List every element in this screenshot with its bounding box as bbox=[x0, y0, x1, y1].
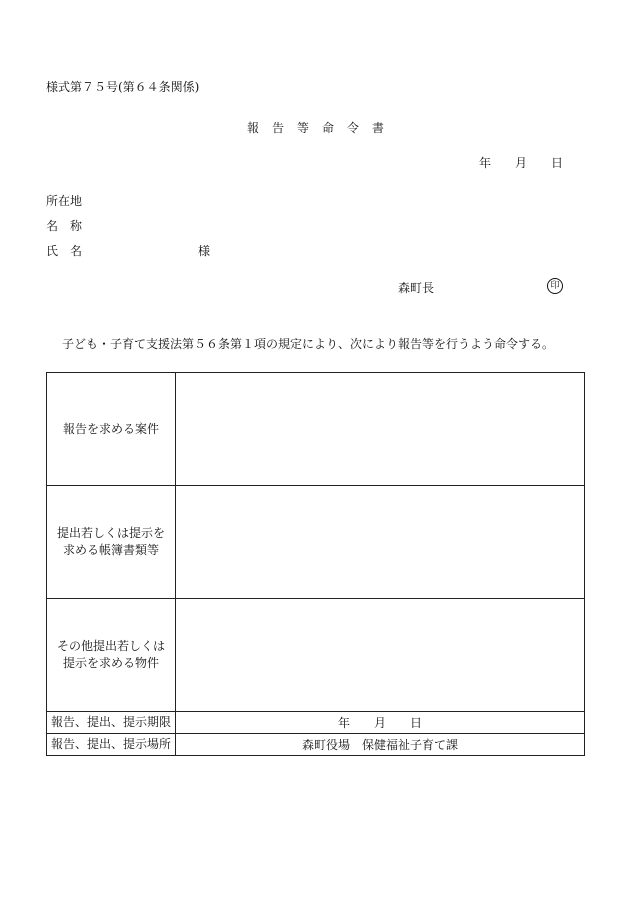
row-label-documents bbox=[47, 486, 176, 599]
row-value-other-items bbox=[176, 599, 585, 712]
row-value-case bbox=[176, 373, 585, 486]
name-label: 名 称 bbox=[46, 219, 83, 233]
row-label-text: 提出若しくは提示を bbox=[56, 526, 165, 540]
row-label-deadline: 報告、提出、提示期限 bbox=[47, 712, 176, 734]
row-label-text: 求める帳簿書類等 bbox=[62, 543, 159, 557]
order-table bbox=[46, 372, 585, 756]
row-label-text: その他提出若しくは bbox=[56, 639, 165, 653]
honorific: 様 bbox=[198, 244, 211, 258]
table-row bbox=[47, 734, 585, 756]
date-line: 年 月 日 bbox=[479, 156, 564, 170]
table-row bbox=[47, 373, 585, 486]
form-number: 様式第７５号(第６４条関係) bbox=[46, 80, 200, 94]
row-label-text: 報告を求める案件 bbox=[62, 421, 159, 436]
row-label-place: 報告、提出、提示場所 bbox=[47, 734, 176, 756]
row-label-other-items bbox=[47, 599, 176, 712]
table-row bbox=[47, 486, 585, 599]
row-label-text: 提示を求める物件 bbox=[62, 656, 159, 670]
address-label: 所在地 bbox=[46, 194, 83, 208]
issuer-name: 森町長 bbox=[398, 281, 435, 295]
person-label: 氏 名 bbox=[46, 244, 83, 258]
table-row bbox=[47, 599, 585, 712]
row-value-place: 森町役場 保健福祉子育て課 bbox=[176, 734, 585, 756]
seal-mark: 印 bbox=[547, 278, 563, 294]
row-value-deadline: 年 月 日 bbox=[176, 712, 585, 734]
document-title: 報告等命令書 bbox=[247, 121, 398, 135]
row-value-documents bbox=[176, 486, 585, 599]
row-label-case bbox=[47, 373, 176, 486]
table-row bbox=[47, 712, 585, 734]
body-text: 子ども・子育て支援法第５６条第１項の規定により、次により報告等を行うよう命令する。 bbox=[62, 337, 555, 351]
